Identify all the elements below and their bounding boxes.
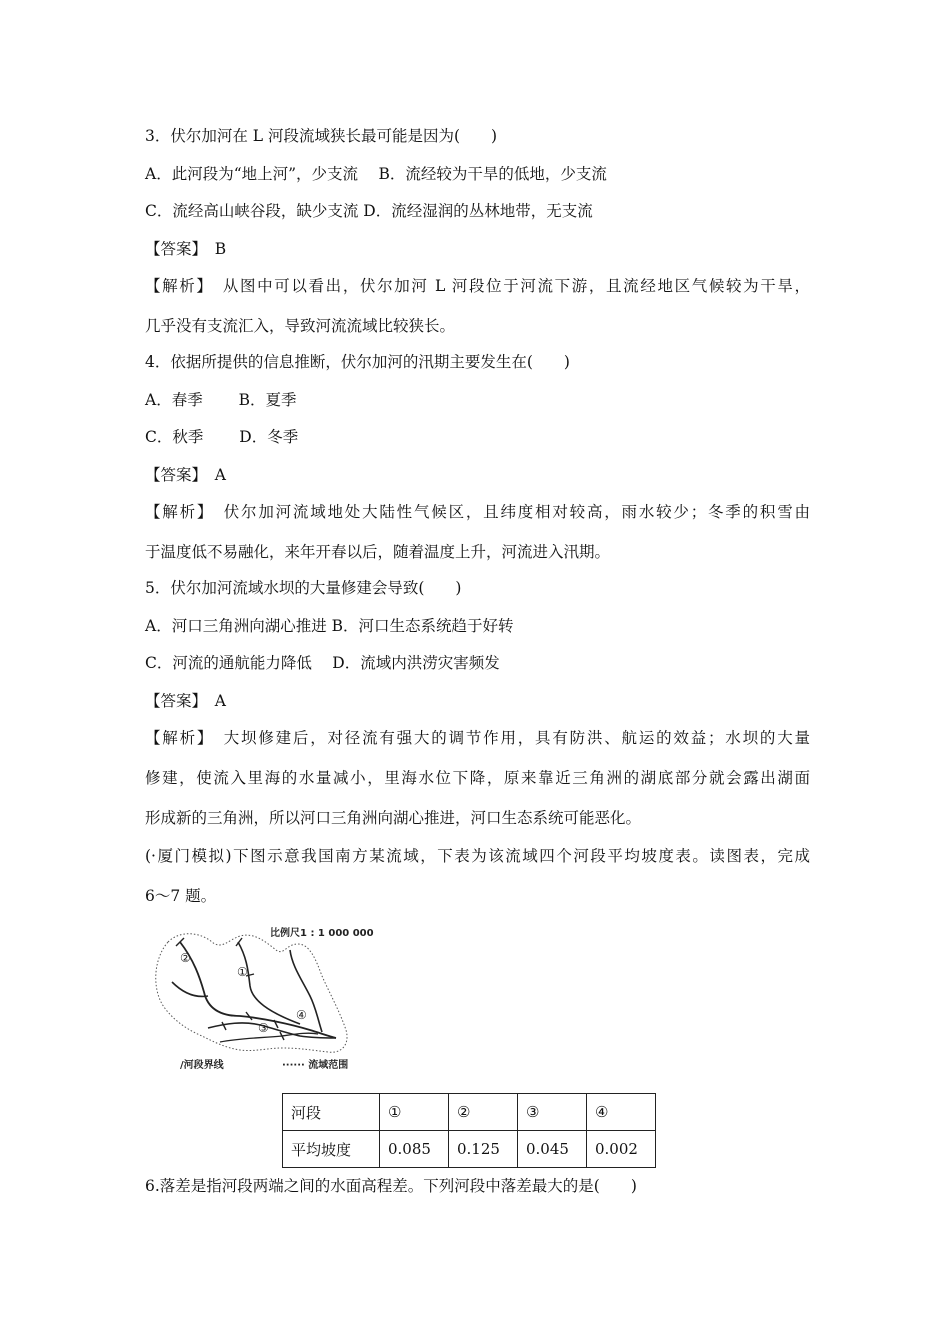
- label-section-4: ④: [296, 1008, 307, 1022]
- q5-analysis-line2: 修建，使流入里海的水量减小，里海水位下降，原来靠近三角洲的湖底部分就会露出湖面: [145, 769, 810, 787]
- q4-options-ab: A．春季 B．夏季: [145, 391, 297, 409]
- table-cell: 河段: [283, 1094, 380, 1131]
- table-cell: ②: [449, 1094, 518, 1131]
- legend-basin: ······ 流域范围: [282, 1060, 349, 1071]
- section-tick: [222, 1022, 226, 1030]
- table-header-row: [283, 1094, 656, 1131]
- q4-analysis-line1: 【解析】 伏尔加河流域地处大陆性气候区，且纬度相对较高，雨水较少；冬季的积雪由: [145, 503, 810, 521]
- table-cell: 平均坡度: [283, 1131, 380, 1168]
- q3-analysis-line2: 几乎没有支流汇入，导致河流流域比较狭长。: [145, 317, 456, 335]
- slope-table: [282, 1093, 656, 1168]
- legend-boundary: /河段界线: [180, 1060, 224, 1071]
- q5-analysis-line1: 【解析】 大坝修建后，对径流有强大的调节作用，具有防洪、航运的效益；水坝的大量: [145, 729, 810, 747]
- q5-stem: 5．伏尔加河流域水坝的大量修建会导致( ): [145, 579, 462, 597]
- label-section-2: ②: [180, 951, 191, 965]
- lower-branch-2: [220, 1033, 318, 1042]
- table-cell: ①: [380, 1094, 449, 1131]
- q3-answer: 【答案】 B: [145, 240, 227, 258]
- table-cell: ④: [587, 1094, 656, 1131]
- q4-analysis-line2: 于温度低不易融化，来年开春以后，随着温度上升，河流进入汛期。: [145, 543, 611, 561]
- table-cell: 0.125: [449, 1131, 518, 1168]
- table-row: [283, 1131, 656, 1168]
- q5-options-cd: C．河流的通航能力降低 D．流域内洪涝灾害频发: [145, 654, 500, 672]
- lower-branch: [208, 1023, 336, 1038]
- table-cell: 0.002: [587, 1131, 656, 1168]
- intro-line1: (·厦门模拟)下图示意我国南方某流域，下表为该流域四个河段平均坡度表。读图表，完成: [145, 847, 810, 865]
- q5-analysis-line3: 形成新的三角洲，所以河口三角洲向湖心推进，河口生态系统可能恶化。: [145, 809, 642, 827]
- q3-options-cd: C．流经高山峡谷段，缺少支流 D．流经湿润的丛林地带，无支流: [145, 202, 593, 220]
- q3-stem: 3．伏尔加河在 L 河段流域狭长最可能是因为( ): [145, 127, 498, 145]
- scale-label: 比例尺1 : 1 000 000: [270, 928, 374, 939]
- q5-answer: 【答案】 A: [145, 692, 226, 710]
- table-cell: 0.045: [518, 1131, 587, 1168]
- q4-stem: 4．依据所提供的信息推断，伏尔加河的汛期主要发生在( ): [145, 353, 570, 371]
- q6-stem: 6.落差是指河段两端之间的水面高程差。下列河段中落差最大的是( ): [145, 1177, 637, 1195]
- label-section-3: ③: [258, 1021, 269, 1035]
- basin-map-figure: [150, 920, 380, 1080]
- q3-analysis-line1: 【解析】 从图中可以看出，伏尔加河 L 河段位于河流下游，且流经地区气候较为干旱，: [145, 277, 810, 295]
- q3-options-ab: A．此河段为“地上河”，少支流 B．流经较为干旱的低地，少支流: [145, 165, 607, 183]
- table-cell: 0.085: [380, 1131, 449, 1168]
- basin-map: [150, 920, 380, 1080]
- q4-answer: 【答案】 A: [145, 466, 226, 484]
- label-section-1: ①: [237, 965, 248, 979]
- table-cell: ③: [518, 1094, 587, 1131]
- q4-options-cd: C．秋季 D．冬季: [145, 428, 299, 446]
- q5-options-ab: A．河口三角洲向湖心推进 B．河口生态系统趋于好转: [145, 617, 514, 635]
- intro-line2: 6～7 题。: [145, 887, 217, 905]
